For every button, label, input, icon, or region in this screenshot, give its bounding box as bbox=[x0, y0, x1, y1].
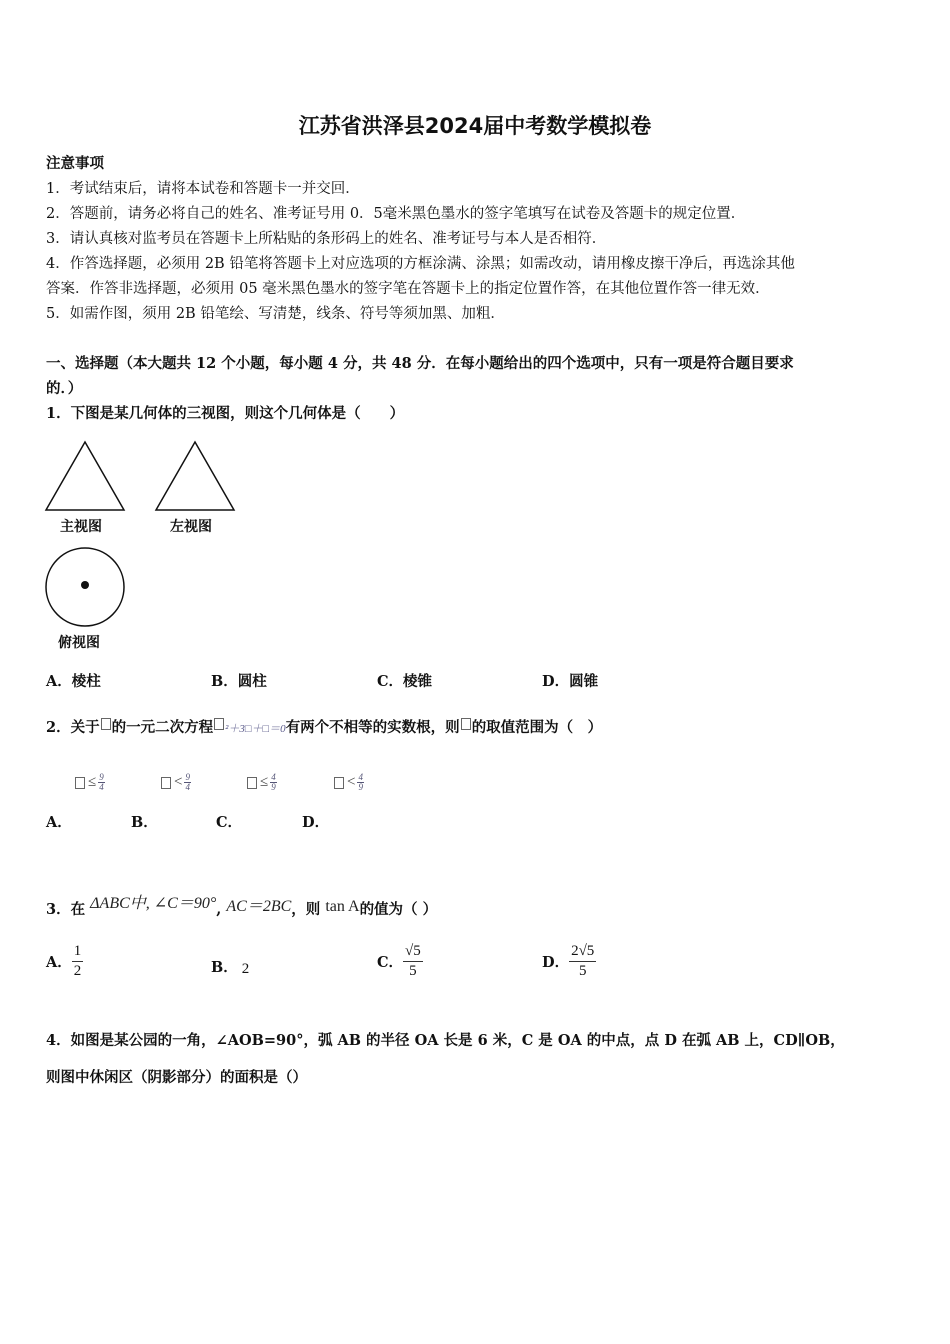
q2-ineq-fraction bbox=[357, 773, 364, 792]
fraction-numerator: 9 bbox=[99, 772, 104, 782]
notice-item: 1．考试结束后，请将本试卷和答题卡一并交回． bbox=[46, 181, 360, 197]
q2-ineq-fraction bbox=[270, 773, 277, 792]
side-view-figure bbox=[154, 440, 236, 512]
q3-option-b[interactable] bbox=[211, 942, 249, 990]
q2-ineq-fraction bbox=[98, 773, 105, 792]
q2-option-b[interactable]: B． bbox=[131, 814, 158, 831]
missing-symbol-icon bbox=[161, 777, 171, 789]
q3-option-d[interactable] bbox=[542, 942, 596, 981]
fraction-denominator: 2 bbox=[73, 962, 82, 979]
fraction-denominator: 4 bbox=[185, 782, 190, 792]
q2-equation: ²＋3□＋□＝0 bbox=[225, 723, 286, 735]
q1-option-b[interactable]: B．圆柱 bbox=[211, 673, 267, 690]
q3-option-c[interactable] bbox=[377, 942, 423, 981]
fraction-denominator: 5 bbox=[578, 962, 587, 979]
q2-stem-part: 的一元二次方程 bbox=[111, 719, 214, 736]
q2-option-b-expr bbox=[160, 773, 191, 792]
question-1-stem: 1．下图是某几何体的三视图，则这个几何体是（ ） bbox=[46, 405, 405, 422]
top-view-figure bbox=[43, 545, 127, 629]
option-value: 2 bbox=[241, 960, 250, 977]
q2-ineq-fraction bbox=[184, 773, 191, 792]
front-view-label: 主视图 bbox=[60, 519, 102, 535]
fraction-denominator: 9 bbox=[271, 782, 276, 792]
missing-symbol-icon bbox=[461, 718, 471, 730]
missing-symbol-icon bbox=[75, 777, 85, 789]
q1-option-d[interactable]: D．圆锥 bbox=[542, 673, 599, 690]
q2-ineq-op: < bbox=[174, 774, 183, 790]
q2-ineq-op: ≤ bbox=[260, 774, 269, 790]
missing-symbol-icon bbox=[214, 718, 224, 730]
fraction-denominator: 5 bbox=[409, 962, 417, 979]
option-fraction bbox=[72, 942, 84, 981]
q3-option-a[interactable] bbox=[46, 942, 83, 981]
question-4-stem-cont: 则图中休闲区（阴影部分）的面积是（） bbox=[46, 1069, 307, 1086]
question-3-stem bbox=[46, 890, 437, 924]
q2-option-c-expr bbox=[246, 773, 277, 792]
q2-ineq-op: < bbox=[347, 774, 356, 790]
missing-symbol-icon bbox=[334, 777, 344, 789]
fraction-denominator: 9 bbox=[358, 782, 363, 792]
notice-item: 3．请认真核对监考员在答题卡上所粘贴的条形码上的姓名、准考证号与本人是否相符． bbox=[46, 231, 607, 247]
front-view-figure bbox=[44, 440, 126, 512]
fraction-denominator: 4 bbox=[99, 782, 104, 792]
fraction-numerator: √5 bbox=[403, 942, 423, 962]
fraction-numerator: 1 bbox=[72, 942, 84, 962]
fraction-numerator: 4 bbox=[271, 772, 276, 782]
side-view-label: 左视图 bbox=[170, 519, 212, 535]
fraction-numerator: 9 bbox=[185, 772, 190, 782]
q2-stem-part: 有两个不相等的实数根，则 bbox=[285, 719, 460, 736]
q2-ineq-op: ≤ bbox=[88, 774, 97, 790]
notice-item: 4．作答选择题，必须用 2B 铅笔将答题卡上对应选项的方框涂满、涂黑；如需改动，请用橡皮擦干净后，再选涂其他 bbox=[46, 256, 795, 272]
fraction-numerator: 4 bbox=[358, 772, 363, 782]
option-label: C． bbox=[377, 953, 404, 971]
missing-symbol-icon bbox=[247, 777, 257, 789]
top-view-label: 俯视图 bbox=[58, 635, 100, 651]
question-2-stem bbox=[46, 716, 602, 737]
section-heading-cont: 的．） bbox=[46, 380, 83, 397]
option-label: B． bbox=[211, 958, 238, 976]
notice-heading: 注意事项 bbox=[46, 155, 104, 172]
q3-condition-1: ΔABC中, ∠C＝90° bbox=[90, 895, 217, 912]
notice-item: 2．答题前，请务必将自己的姓名、准考证号用 0．5毫米黑色墨水的签字笔填写在试卷及答题卡的规定位置． bbox=[46, 206, 746, 222]
q3-expression: tan A bbox=[325, 898, 360, 915]
q3-comma: , bbox=[216, 901, 222, 918]
notice-item: 5．如需作图，须用 2B 铅笔绘、写清楚，线条、符号等须加黑、加粗． bbox=[46, 306, 505, 322]
q2-option-c[interactable]: C． bbox=[216, 814, 243, 831]
q1-option-a[interactable]: A．棱柱 bbox=[46, 673, 101, 690]
q3-stem-part: 的值为（ ） bbox=[359, 901, 438, 918]
q2-option-d[interactable]: D． bbox=[302, 814, 330, 831]
q2-option-d-expr bbox=[333, 773, 364, 792]
q2-option-a-expr bbox=[74, 773, 105, 792]
option-label: D． bbox=[542, 953, 570, 971]
fraction-numerator: 2√5 bbox=[569, 942, 596, 962]
option-label: A． bbox=[46, 953, 72, 971]
section-heading: 一、选择题（本大题共 12 个小题，每小题 4 分，共 48 分．在每小题给出的四个选项中，只有一项是符合题目要求 bbox=[46, 355, 794, 372]
q2-stem-part: 的取值范围为（ ） bbox=[471, 719, 603, 736]
missing-symbol-icon bbox=[101, 718, 111, 730]
q3-condition-2: AC＝2BC bbox=[226, 898, 292, 915]
page-title: 江苏省洪泽县2024届中考数学模拟卷 bbox=[298, 114, 652, 138]
q2-option-a[interactable]: A． bbox=[46, 814, 72, 831]
q3-stem-part: 3．在 bbox=[46, 901, 86, 918]
question-4-stem: 4．如图是某公园的一角，∠AOB=90°，弧 AB 的半径 OA 长是 6 米，C 是 OA 的中点，点 D 在弧 AB 上，CD∥OB， bbox=[46, 1032, 845, 1049]
q1-option-c[interactable]: C．棱锥 bbox=[377, 673, 433, 690]
q2-stem-part: 2．关于 bbox=[46, 719, 100, 736]
option-fraction bbox=[569, 942, 596, 981]
option-fraction bbox=[403, 942, 423, 981]
q3-stem-part: ，则 bbox=[291, 901, 321, 918]
notice-item: 答案．作答非选择题，必须用 05 毫米黑色墨水的签字笔在答题卡上的指定位置作答，在其他位置作答一律无效． bbox=[46, 281, 770, 297]
